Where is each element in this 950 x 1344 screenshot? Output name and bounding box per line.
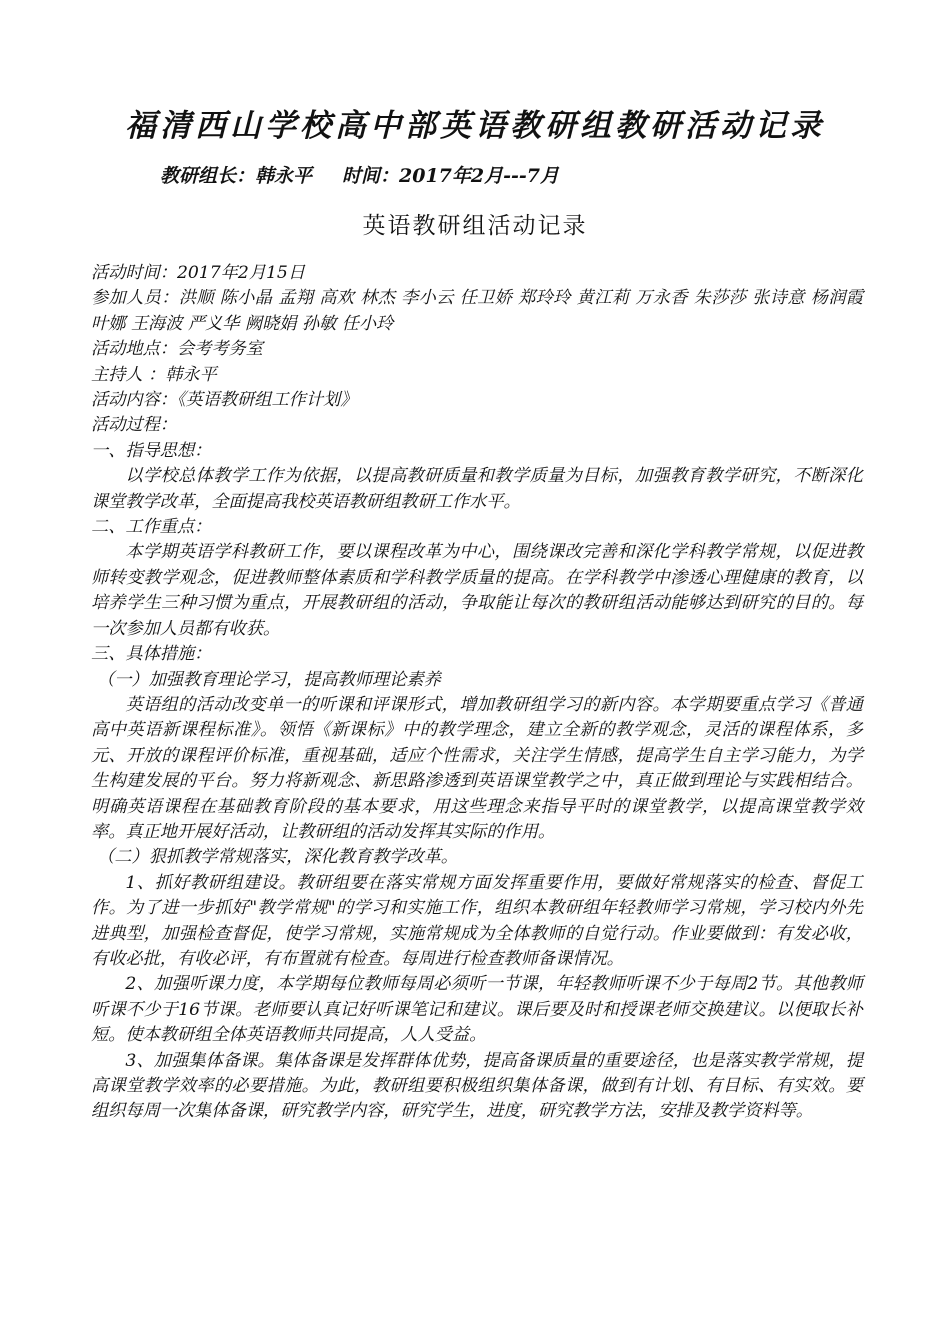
location: 活动地点：会考考务室 bbox=[91, 339, 263, 360]
document-title: 福清西山学校高中部英语教研组教研活动记录 bbox=[125, 108, 825, 144]
paragraph-work-focus: 本学期英语学科教研工作，要以课程改革为中心，围绕课改完善和深化学科教学常规，以促进教师转变教学观念，促进教师整体素质和学科教学质量的提高。在学科教学中渗透心理健康的教育，以培养学生三种习惯为重点，开展教研组的活动，争取能让每次的教研组活动能够达到研究的目的。每一次参加人员都有收获。 bbox=[91, 542, 863, 639]
section-heading-1: 一、指导思想： bbox=[91, 440, 212, 461]
document-subtitle: 英语教研组活动记录 bbox=[362, 213, 588, 239]
activity-content: 活动内容：《英语教研组工作计划》 bbox=[91, 390, 358, 411]
paragraph-measure-1: 1、抓好教研组建设。教研组要在落实常规方面发挥重要作用，要做好常规落实的检查、督促工作。为了进一步抓好"教学常规"的学习和实施工作，组织本教研组年轻教师学习常规，学习校内外先进典型，加强检查督促，使学习常规，实施常规成为全体教师的自觉行动。作业要做到：有发必收，有收必批，有收必评，有布置就有检查。每周进行检查教师备课情况。 bbox=[91, 872, 863, 969]
paragraph-measure-3: 3、加强集体备课。集体备课是发挥群体优势，提高备课质量的重要途径，也是落实教学常规，提高课堂教学效率的必要措施。为此，教研组要积极组织集体备课，做到有计划、有目标、有实效。要组织每周一次集体备课，研究教学内容，研究学生，进度，研究教学方法，安排及教学资料等。 bbox=[91, 1050, 863, 1122]
subheading-2: （二）狠抓教学常规落实，深化教育教学改革。 bbox=[97, 847, 458, 868]
document-meta bbox=[160, 161, 559, 188]
paragraph-measure-2: 2、加强听课力度，本学期每位教师每周必须听一节课，年轻教师听课不少于每周2节。其他教师听课不少于16节课。老师要认真记好听课笔记和建议。课后要及时和授课老师交换建议。以便取长补短。使本教研组全体英语教师共同提高，人人受益。 bbox=[91, 974, 863, 1046]
meta-time: 时间：2017年2月---7月 bbox=[342, 165, 559, 187]
document-body bbox=[91, 261, 863, 1125]
activity-process: 活动过程： bbox=[91, 415, 177, 436]
paragraph-theory-study: 英语组的活动改变单一的听课和评课形式，增加教研组学习的新内容。本学期要重点学习《普通高中英语新课程标准》。领悟《新课标》中的教学理念，建立全新的教学观念，灵活的课程体系，多元、开放的课程评价标准，重视基础，适应个性需求，关注学生情感，提高学生自主学习能力，为学生构建发展的平台。努力将新观念、新思路渗透到英语课堂教学之中，真正做到理论与实践相结合。明确英语课程在基础教育阶段的基本要求，用这些理念来指导平时的课堂教学，以提高课堂教学效率。真正地开展好活动，让教研组的活动发挥其实际的作用。 bbox=[91, 694, 863, 842]
subheading-1: （一）加强教育理论学习，提高教师理论素养 bbox=[97, 669, 441, 690]
activity-time: 活动时间：2017年2月15日 bbox=[91, 263, 306, 283]
section-heading-2: 二、工作重点： bbox=[91, 517, 212, 538]
section-heading-3: 三、具体措施： bbox=[91, 644, 212, 665]
meta-leader: 教研组长：韩永平 bbox=[160, 165, 313, 187]
host: 主持人 ：韩永平 bbox=[91, 364, 217, 385]
paragraph-guiding-ideas: 以学校总体教学工作为依据，以提高教研质量和教学质量为目标，加强教育教学研究，不断深化课堂教学改革，全面提高我校英语教研组教研工作水平。 bbox=[91, 466, 863, 512]
participants: 参加人员：洪顺 陈小晶 孟翔 高欢 林杰 李小云 任卫娇 郑玲玲 黄江莉 万永香 朱莎莎 张诗意 杨润霞 叶娜 王海波 严义华 阙晓娟 孙敏 任小玲 bbox=[91, 288, 863, 334]
